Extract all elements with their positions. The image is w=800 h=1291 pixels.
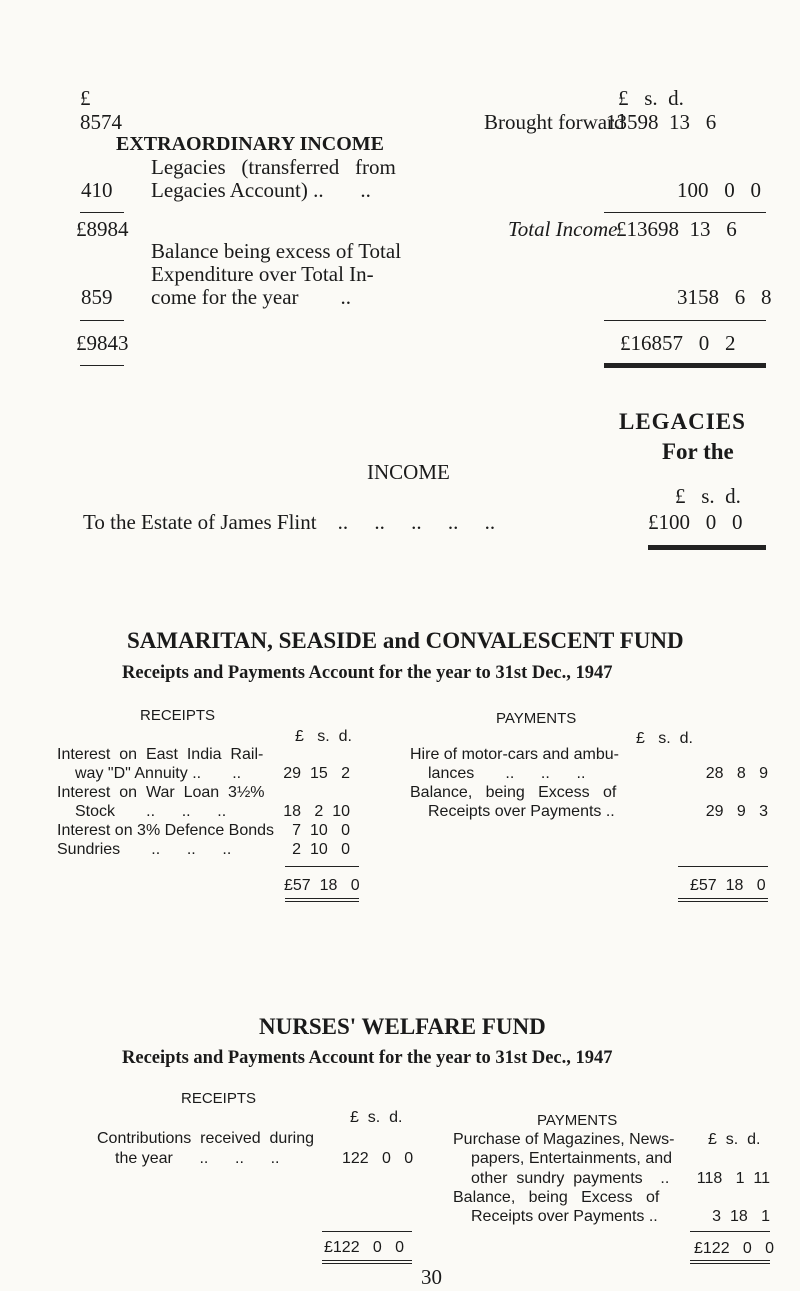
grand-right: £16857 0 2 — [620, 331, 736, 355]
nurses-payment-2-line1: Balance, being Excess of — [453, 1189, 660, 1206]
nurses-payments-rule — [690, 1231, 770, 1232]
samaritan-receipt-3-line1: Interest on 3% Defence Bonds — [57, 822, 275, 839]
balance-left: 859 — [81, 285, 113, 309]
nurses-receipts-total: £122 0 0 — [324, 1239, 405, 1256]
samaritan-receipt-2-line2: Stock .. .. .. — [75, 803, 227, 820]
legacies-currency-header: £ s. d. — [675, 484, 741, 508]
extraordinary-heading: EXTRAORDINARY INCOME — [116, 133, 385, 155]
nurses-payment-1-line3: other sundry payments .. — [471, 1170, 670, 1187]
samaritan-payment-2-line2: Receipts over Payments .. — [428, 803, 615, 820]
nurses-payments-header: PAYMENTS — [537, 1112, 618, 1129]
samaritan-payment-1-line1: Hire of motor-cars and ambu- — [410, 746, 619, 763]
rule-left-3 — [80, 365, 124, 366]
brought-forward-right: 13598 13 6 — [606, 110, 717, 134]
samaritan-payments-currency: £ s. d. — [295, 728, 352, 745]
left-currency-header: £ — [80, 86, 91, 110]
rule-right-3-thick — [604, 363, 766, 368]
total-left: £8984 — [76, 217, 129, 241]
nurses-payments-total: £122 0 0 — [694, 1240, 775, 1257]
samaritan-receipt-2-line1: Interest on War Loan 3½% — [57, 784, 265, 801]
estate-value: £100 0 0 — [648, 510, 743, 534]
page-number: 30 — [421, 1265, 442, 1289]
samaritan-title: SAMARITAN, SEASIDE and CONVALESCENT FUND — [127, 628, 684, 653]
samaritan-receipts-double-rule — [285, 898, 359, 902]
samaritan-payments-total: £57 18 0 — [690, 877, 766, 894]
legacies-right: 100 0 0 — [677, 178, 761, 202]
legacies-line2: Legacies Account) .. .. — [151, 178, 371, 202]
legacies-heading: LEGACIES — [619, 409, 746, 434]
income-heading: INCOME — [367, 460, 450, 484]
balance-line2: Expenditure over Total In- — [151, 262, 374, 286]
samaritan-receipt-1-line2: way "D" Annuity .. .. — [75, 765, 242, 782]
rule-left-2 — [80, 320, 124, 321]
samaritan-payment-2-line1: Balance, being Excess of — [410, 784, 617, 801]
nurses-receipt-line1: Contributions received during — [97, 1130, 315, 1147]
samaritan-receipt-1-amount: 29 15 2 — [283, 765, 350, 782]
samaritan-receipts-currency: £ s. d. — [636, 730, 693, 747]
brought-forward-left: 8574 — [80, 110, 122, 134]
nurses-receipts-header: RECEIPTS — [181, 1090, 257, 1107]
brought-forward-label: Brought forward — [484, 110, 625, 134]
samaritan-payment-1-line2: lances .. .. .. — [428, 765, 586, 782]
estate-double-rule — [648, 545, 766, 550]
nurses-receipt-amount: 122 0 0 — [342, 1150, 414, 1167]
samaritan-receipt-3-amount: 7 10 0 — [292, 822, 350, 839]
legacies-line1: Legacies (transferred from — [151, 155, 396, 179]
nurses-payments-currency: £ s. d. — [708, 1131, 761, 1148]
samaritan-receipt-4-amount: 2 10 0 — [292, 841, 350, 858]
nurses-payment-2-amount: 3 18 1 — [712, 1208, 770, 1225]
nurses-receipts-currency: £ s. d. — [350, 1109, 403, 1126]
samaritan-payments-header: PAYMENTS — [496, 710, 577, 727]
legacies-subheading: For the — [662, 439, 734, 464]
samaritan-receipts-total: £57 18 0 — [284, 877, 360, 894]
nurses-subtitle: Receipts and Payments Account for the year to 31st Dec., 1947 — [122, 1048, 613, 1068]
total-right: £13698 13 6 — [616, 217, 737, 241]
samaritan-payment-2-amount: 29 9 3 — [705, 803, 768, 820]
samaritan-payment-1-amount: 28 8 9 — [705, 765, 768, 782]
samaritan-receipt-2-amount: 18 2 10 — [283, 803, 350, 820]
samaritan-subtitle: Receipts and Payments Account for the year to 31st Dec., 1947 — [122, 663, 613, 683]
samaritan-receipt-1-line1: Interest on East India Rail- — [57, 746, 264, 763]
samaritan-receipts-rule — [285, 866, 359, 867]
nurses-payment-1-line2: papers, Entertainments, and — [471, 1150, 673, 1167]
rule-left-1 — [80, 212, 124, 213]
samaritan-receipt-4-line1: Sundries .. .. .. — [57, 841, 232, 858]
samaritan-receipts-header: RECEIPTS — [140, 707, 216, 724]
nurses-payments-double-rule — [690, 1260, 770, 1264]
rule-right-2 — [604, 320, 766, 321]
legacies-left: 410 — [81, 178, 113, 202]
total-label: Total Income — [508, 217, 618, 241]
nurses-payment-1-amount: 118 1 11 — [696, 1170, 770, 1187]
nurses-payment-1-line1: Purchase of Magazines, News- — [453, 1131, 675, 1148]
balance-line1: Balance being excess of Total — [151, 239, 402, 263]
estate-label: To the Estate of James Flint .. .. .. .. .. — [83, 510, 496, 534]
grand-left: £9843 — [76, 331, 129, 355]
balance-right: 3158 6 8 — [677, 285, 772, 309]
balance-line3: come for the year .. — [151, 285, 352, 309]
samaritan-payments-rule — [678, 866, 768, 867]
samaritan-payments-double-rule — [678, 898, 768, 902]
right-currency-header: £ s. d. — [618, 86, 684, 110]
nurses-receipt-line2: the year .. .. .. — [115, 1150, 280, 1167]
nurses-payment-2-line2: Receipts over Payments .. — [471, 1208, 658, 1225]
rule-right-1 — [604, 212, 766, 213]
nurses-receipts-double-rule — [322, 1260, 412, 1264]
nurses-title: NURSES' WELFARE FUND — [259, 1014, 546, 1039]
nurses-receipts-rule — [322, 1231, 412, 1232]
